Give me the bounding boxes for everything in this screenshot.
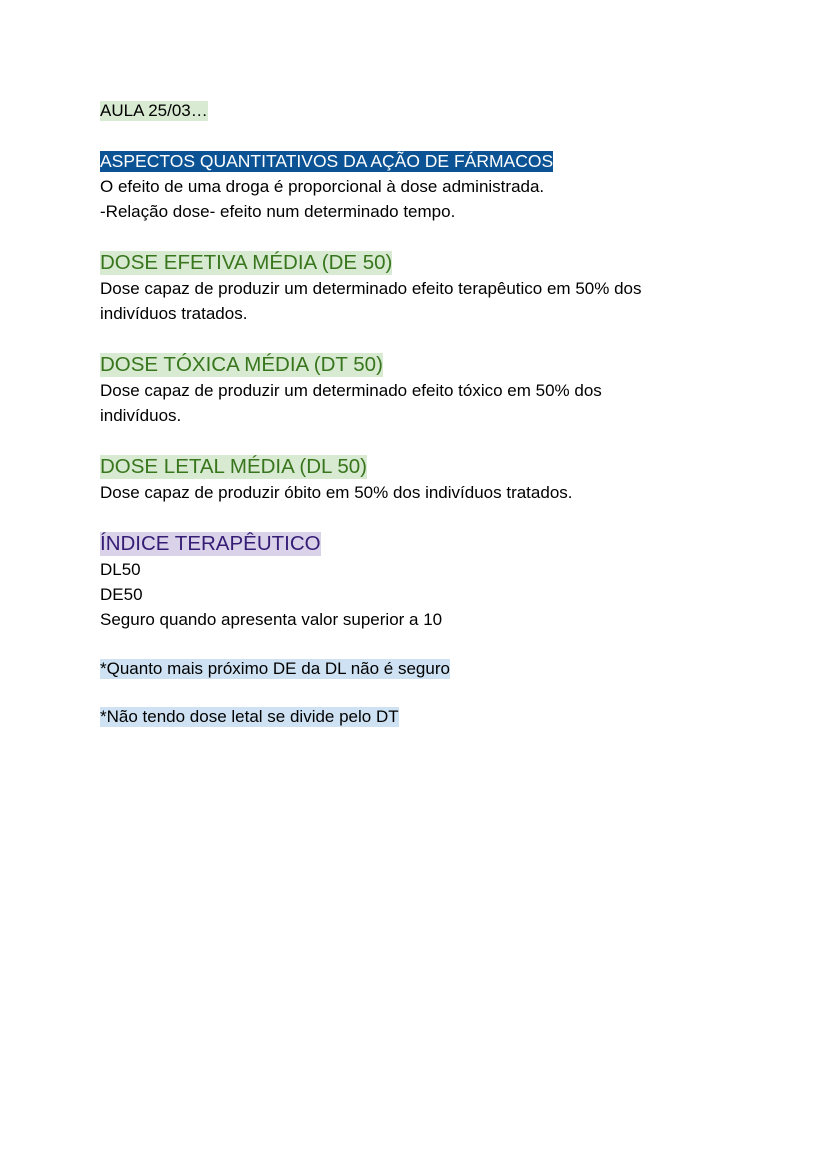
section-dt50-title-text: DOSE TÓXICA MÉDIA (DT 50) (100, 353, 383, 376)
section-dt50-line: indivíduos. (100, 406, 182, 425)
document-body (100, 100, 740, 728)
section-dt50-title (100, 352, 740, 378)
section-de50-line: Dose capaz de produzir um determinado efeito terapêutico em 50% dos (100, 279, 642, 298)
note-line (100, 658, 740, 680)
section-quantitative-line: O efeito de uma droga é proporcional à dose administrada. (100, 177, 545, 196)
date-heading (100, 100, 740, 122)
note-line-text: *Quanto mais próximo DE da DL não é seguro (100, 659, 450, 678)
section-quantitative-title-text: ASPECTOS QUANTITATIVOS DA AÇÃO DE FÁRMACOS (100, 151, 554, 171)
section-dl50-title (100, 454, 740, 480)
section-dt50-line: Dose capaz de produzir um determinado efeito tóxico em 50% dos (100, 381, 602, 400)
section-therapeutic-index-line: DL50 (100, 560, 141, 579)
section-de50-title (100, 250, 740, 276)
section-therapeutic-index-line: Seguro quando apresenta valor superior a 10 (100, 610, 443, 629)
section-therapeutic-index-title (100, 531, 740, 557)
note-line (100, 706, 740, 728)
section-de50-line: indivíduos tratados. (100, 304, 248, 323)
date-heading-text: AULA 25/03… (100, 101, 208, 120)
section-dl50-title-text: DOSE LETAL MÉDIA (DL 50) (100, 455, 367, 478)
section-quantitative-line: -Relação dose- efeito num determinado tempo. (100, 202, 456, 221)
section-de50-title-text: DOSE EFETIVA MÉDIA (DE 50) (100, 251, 393, 274)
section-therapeutic-index-title-text: ÍNDICE TERAPÊUTICO (100, 532, 321, 555)
note-line-text: *Não tendo dose letal se divide pelo DT (100, 707, 399, 726)
section-therapeutic-index-line: DE50 (100, 585, 143, 604)
section-dl50-line: Dose capaz de produzir óbito em 50% dos indivíduos tratados. (100, 483, 573, 502)
section-quantitative-title (100, 150, 740, 172)
